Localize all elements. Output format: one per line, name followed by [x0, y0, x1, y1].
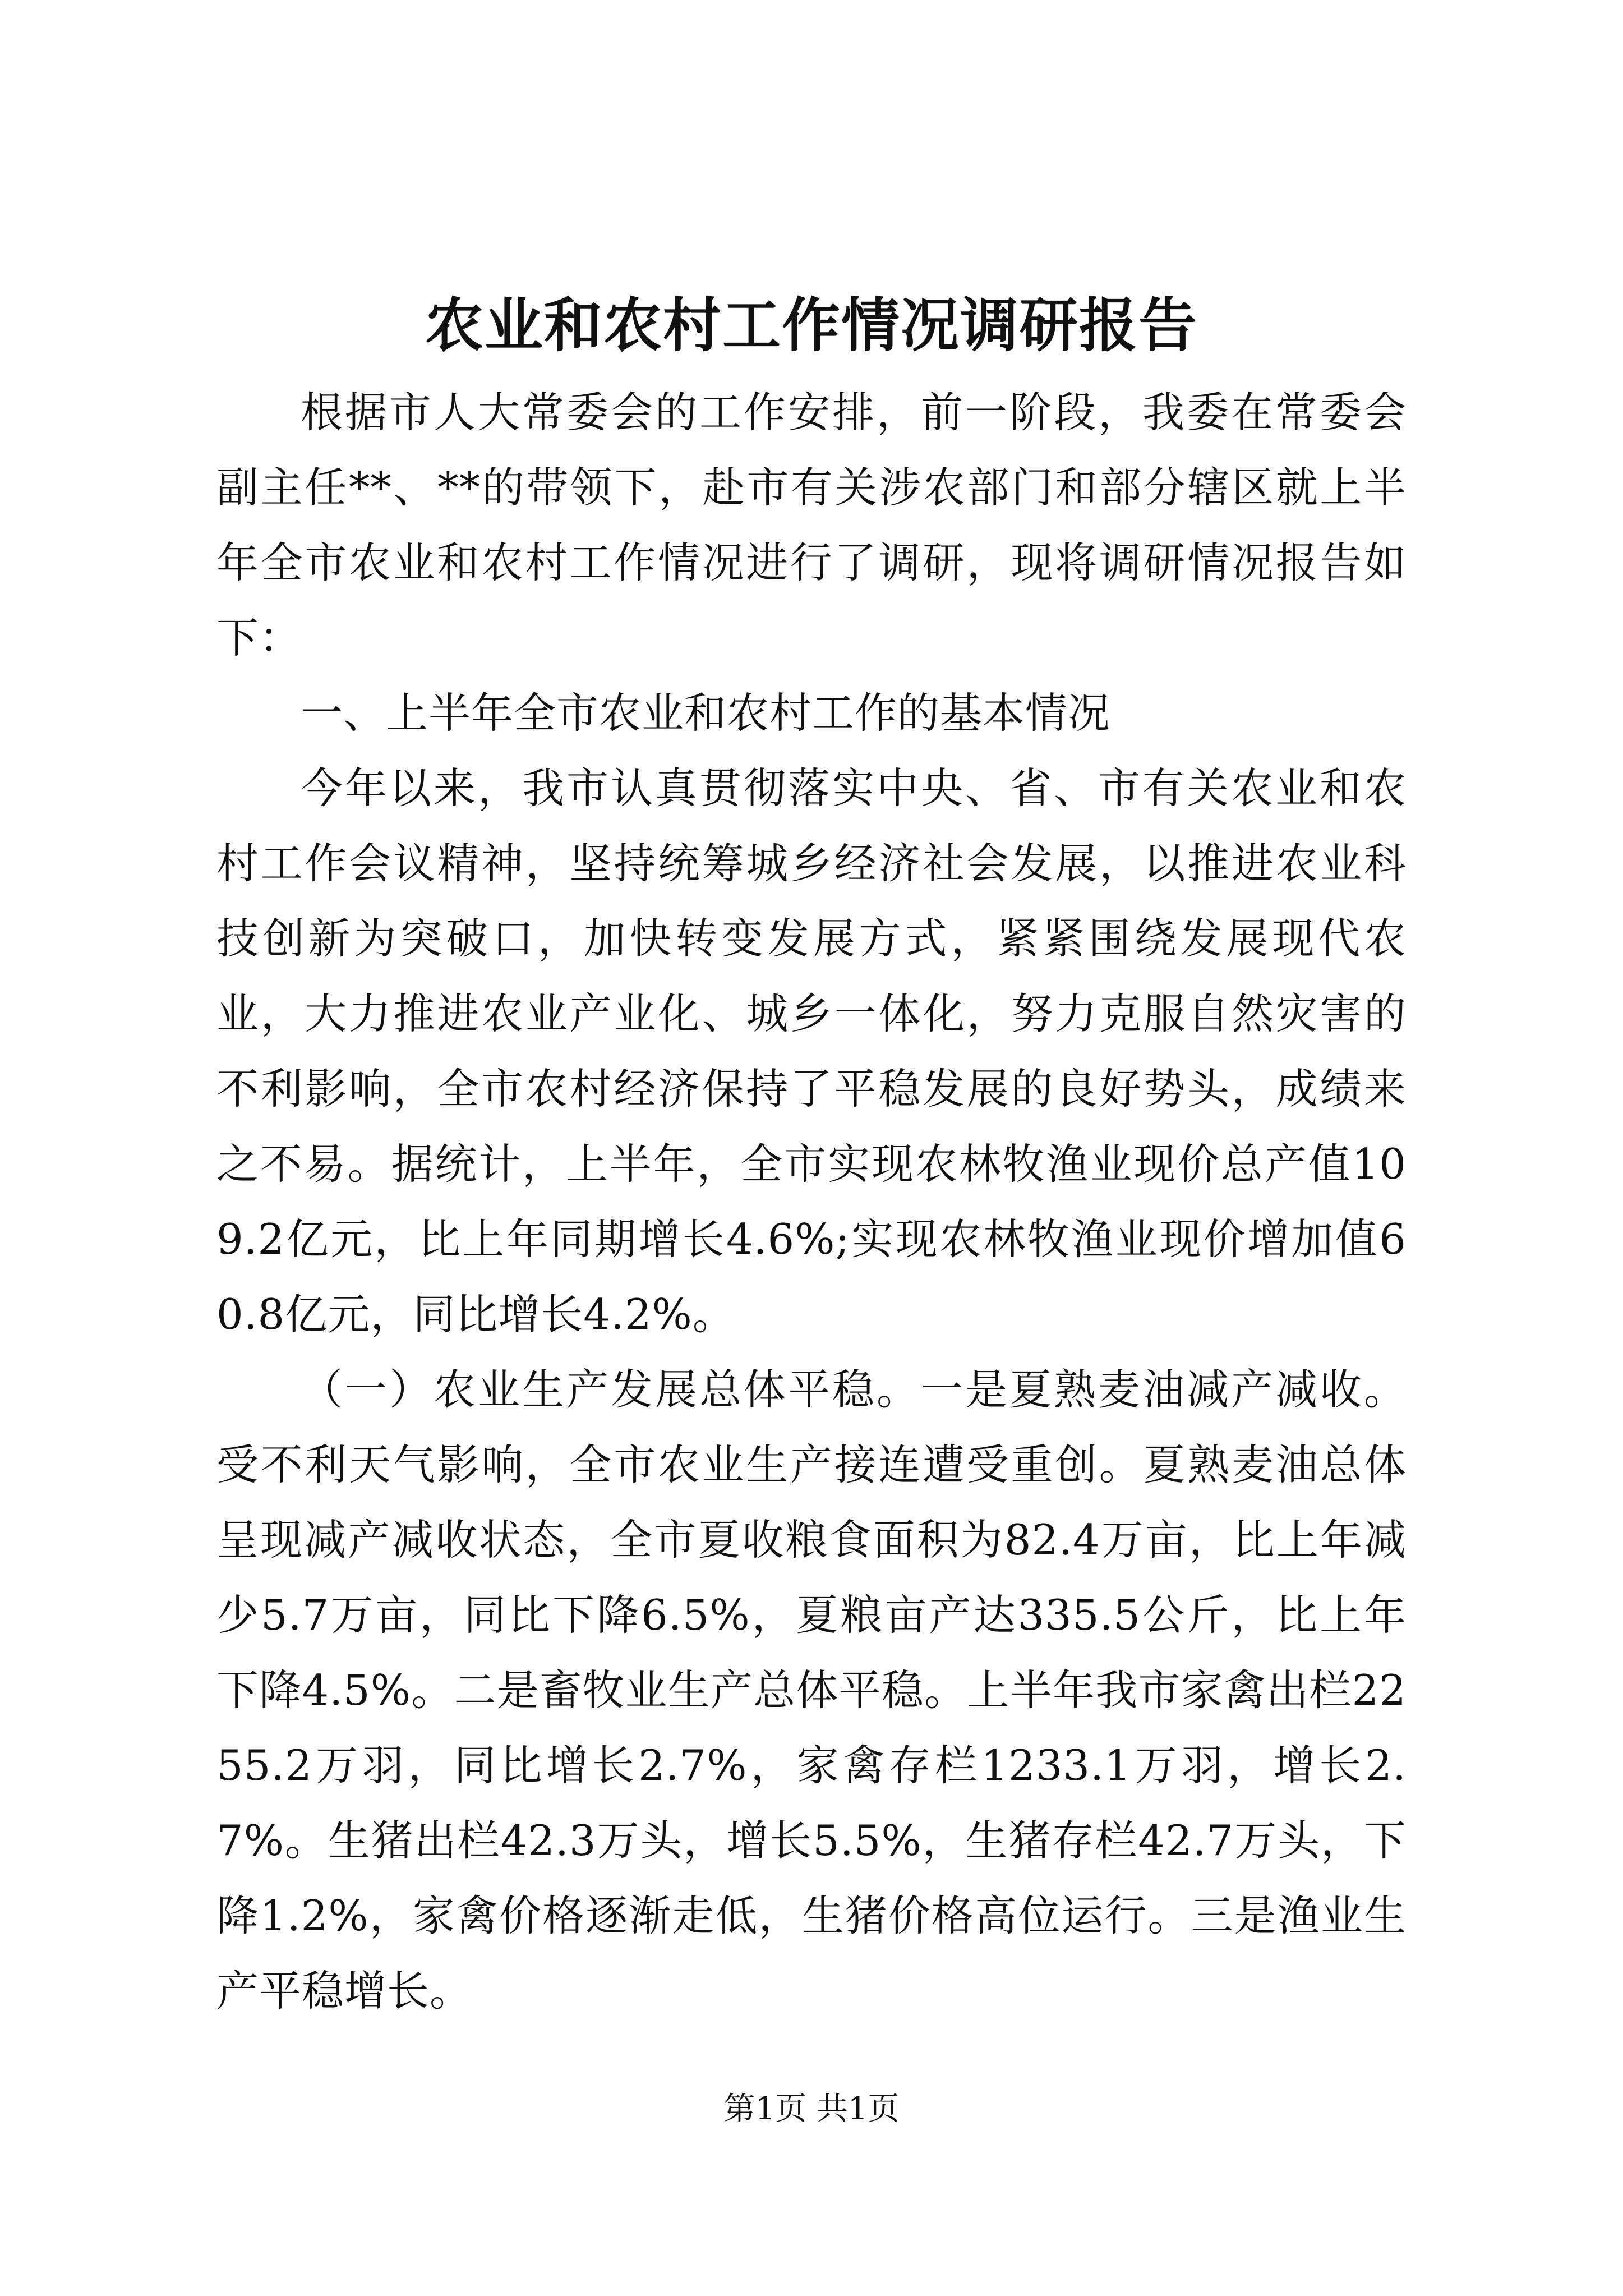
document-title: 农业和农村工作情况调研报告: [425, 291, 1198, 360]
page-footer: 第1页 共1页: [723, 2091, 900, 2127]
paragraph-agriculture-production: （一）农业生产发展总体平稳。一是夏熟麦油减产减收。受不利天气影响，全市农业生产接连遭受重创。夏熟麦油总体呈现减产减收状态，全市夏收粮食面积为82.4万亩，比上年减少5.7万亩，同比下降6.5%，夏粮亩产达335.5公斤，比上年下降4.5%。二是畜牧业生产总体平稳。上半年我市家禽出栏2255.2万羽，同比增长2.7%，家禽存栏1233.1万羽，增长2.7%。生猪出栏42.3万头，增长5.5%，生猪存栏42.7万头，下降1.2%，家禽价格逐渐走低，生猪价格高位运行。三是渔业生产平稳增长。: [216, 1365, 1407, 2016]
paragraph-overview: 今年以来，我市认真贯彻落实中央、省、市有关农业和农村工作会议精神，坚持统筹城乡经济社会发展，以推进农业科技创新为突破口，加快转变发展方式，紧紧围绕发展现代农业，大力推进农业产业化、城乡一体化，努力克服自然灾害的不利影响，全市农村经济保持了平稳发展的良好势头，成绩来之不易。据统计，上半年，全市实现农林牧渔业现价总产值109.2亿元，比上年同期增长4.6%;实现农林牧渔业现价增加值60.8亿元，同比增长4.2%。: [216, 763, 1407, 1339]
document-body: [216, 375, 1407, 2028]
paragraph-intro: 根据市人大常委会的工作安排，前一阶段，我委在常委会副主任**、**的带领下，赴市有关涉农部门和部分辖区就上半年全市农业和农村工作情况进行了调研，现将调研情况报告如下：: [216, 388, 1407, 662]
section-heading: 一、上半年全市农业和农村工作的基本情况: [301, 688, 1111, 738]
